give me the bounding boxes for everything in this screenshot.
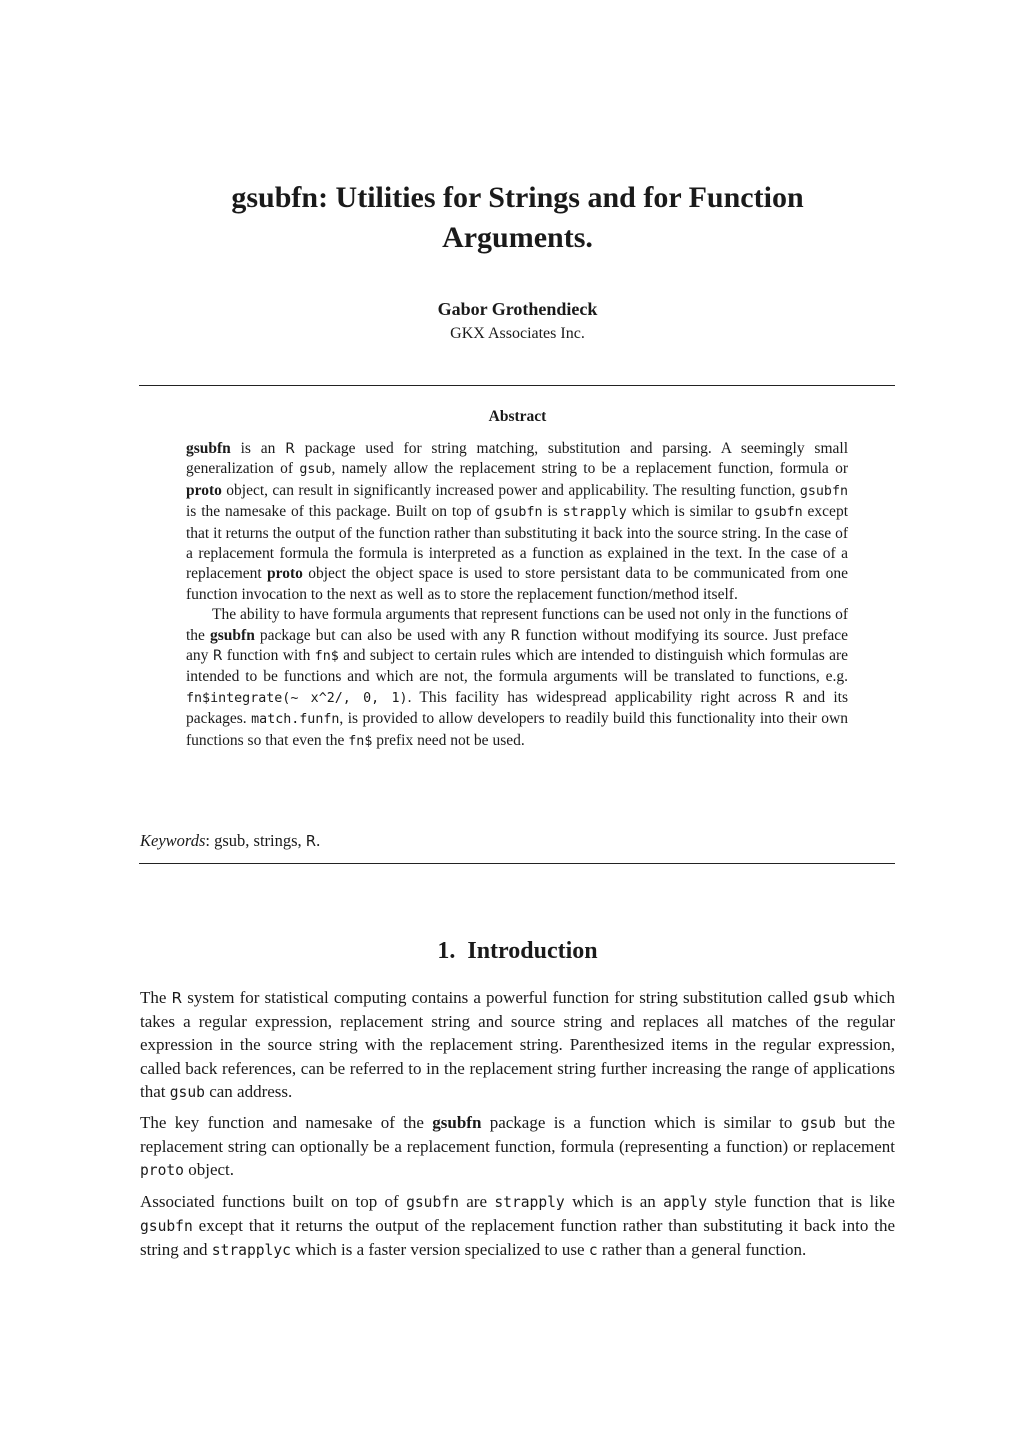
package-name: proto (267, 565, 303, 583)
package-name: gsubfn (432, 1113, 482, 1133)
inline-code: fn$ (348, 733, 373, 749)
section-number: 1. (437, 938, 456, 964)
abstract-paragraph-1 (186, 439, 848, 605)
text-run: , namely allow the replacement string to be a replacement function, formula or (331, 460, 848, 478)
inline-code: gsubfn (799, 483, 848, 499)
inline-code: proto (140, 1162, 184, 1180)
inline-code: gsub (299, 462, 332, 478)
text-run: package but can also be used with any (254, 626, 511, 644)
text-run: . (316, 831, 321, 850)
bottom-rule (139, 863, 895, 864)
package-name: proto (186, 481, 222, 499)
inline-code: apply (663, 1193, 708, 1211)
text-run: rather than a general function. (597, 1240, 807, 1260)
section-title: Introduction (467, 938, 598, 964)
text-run: . This facility has widespread applicability right across (407, 688, 785, 706)
text-run: function with (222, 647, 315, 665)
text-run: function without modifying its source. Just preface any (186, 626, 848, 665)
text-run: The (140, 988, 172, 1007)
text-run: are (458, 1191, 495, 1211)
text-run: The ability to have formula arguments that represent functions can be used not only in the functions of the (186, 606, 848, 644)
text-run: which takes a regular expression, replacement string and source string and replaces all matches of the regular expression in the source string with the replacement string. Parenthesized items in the regular expression, called back references, can be referred to in the replacement string further increasing the range of applications that (140, 988, 895, 1101)
introduction-body (140, 986, 895, 1269)
package-name: gsubfn (210, 626, 255, 644)
inline-code: gsub (813, 990, 849, 1007)
r-language-name: R (305, 832, 317, 850)
inline-code: gsubfn (406, 1193, 459, 1211)
top-rule (139, 385, 895, 386)
intro-paragraph-3 (140, 1190, 895, 1263)
text-run: except that it returns the output of the replacement function rather than substituting it back into the string and (140, 1215, 895, 1260)
inline-code: strapply (562, 505, 627, 521)
intro-paragraph-2 (140, 1111, 895, 1183)
title-line1: : Utilities for Strings and for Function (318, 181, 804, 214)
inline-code: match.funfn (251, 712, 340, 728)
text-run: system for statistical computing contains a powerful function for string substitution called (182, 988, 814, 1007)
abstract-paragraph-2 (186, 605, 848, 752)
r-language-name: R (784, 689, 795, 706)
r-language-name: R (212, 648, 223, 665)
inline-code: gsub (169, 1083, 205, 1101)
section-heading-introduction (140, 938, 895, 965)
text-run: and its packages. (186, 688, 848, 728)
text-run: but the replacement string can optionally be a replacement function, formula (representing a function) or replacement (140, 1113, 895, 1157)
title-package-name: gsubfn (231, 181, 319, 214)
text-run: object the object space is used to store persistant data to be communicated from one function invocation to the next as well as to store the replacement function/method itself. (186, 565, 848, 603)
text-run: package is a function which is similar to (481, 1113, 801, 1133)
inline-code: c (588, 1242, 598, 1260)
title-line2: Arguments. (442, 221, 593, 254)
r-language-name: R (510, 627, 521, 644)
text-run: gsub, strings, (214, 831, 306, 850)
text-run: The key function and namesake of the (140, 1113, 433, 1133)
keywords-value (214, 831, 320, 850)
text-run: object, can result in significantly increased power and applicability. The resulting function, (221, 481, 800, 499)
author-affiliation: GKX Associates Inc. (450, 325, 585, 342)
inline-code: gsub (800, 1115, 836, 1133)
paper-title (140, 178, 895, 258)
text-run: object. (183, 1160, 235, 1180)
text-run: except that it returns the output of the function rather than substituting it back into the source string. In the case of a replacement formula the formula is interpreted as a function as explained in the text. In the case of a replacement (186, 503, 848, 583)
package-name: gsubfn (186, 440, 231, 457)
r-language-name: R (285, 441, 295, 457)
text-run: package used for string matching, substitution and parsing. A seemingly small generalization of (186, 440, 849, 478)
text-run: Associated functions built on top of (140, 1191, 407, 1211)
inline-code: gsubfn (754, 505, 803, 521)
author-name: Gabor Grothendieck (437, 299, 598, 319)
r-language-name: R (171, 989, 183, 1007)
abstract-heading: Abstract (488, 408, 547, 425)
abstract-body (186, 439, 848, 752)
inline-code: gsubfn (140, 1217, 193, 1235)
intro-paragraph-1 (140, 986, 895, 1104)
keywords-label: Keywords (140, 831, 206, 850)
text-run: is an (230, 440, 286, 457)
text-run: is the namesake of this package. Built on top of (186, 503, 495, 521)
text-run: can address. (204, 1081, 293, 1101)
text-run: which is an (564, 1191, 664, 1211)
text-run: which is a faster version specialized to use (290, 1240, 589, 1260)
text-run: , is provided to allow developers to readily build this functionality into their own functions so that even the (186, 710, 848, 749)
inline-code: strapplyc (211, 1242, 291, 1260)
keywords-line (140, 831, 895, 851)
text-run: and subject to certain rules which are intended to distinguish which formulas are intended to be functions and which are not, the formula arguments will be translated to functions, e.g. (186, 647, 848, 686)
text-run: prefix need not be used. (372, 731, 525, 749)
inline-code: fn$ (314, 649, 339, 665)
text-run: which is similar to (626, 503, 755, 521)
keywords-separator: : (205, 831, 215, 850)
inline-code: strapply (494, 1193, 565, 1211)
inline-code: fn$integrate(~ x^2/, 0, 1) (186, 690, 408, 706)
text-run: is (542, 503, 563, 521)
inline-code: gsubfn (494, 505, 543, 521)
text-run: style function that is like (707, 1191, 895, 1211)
